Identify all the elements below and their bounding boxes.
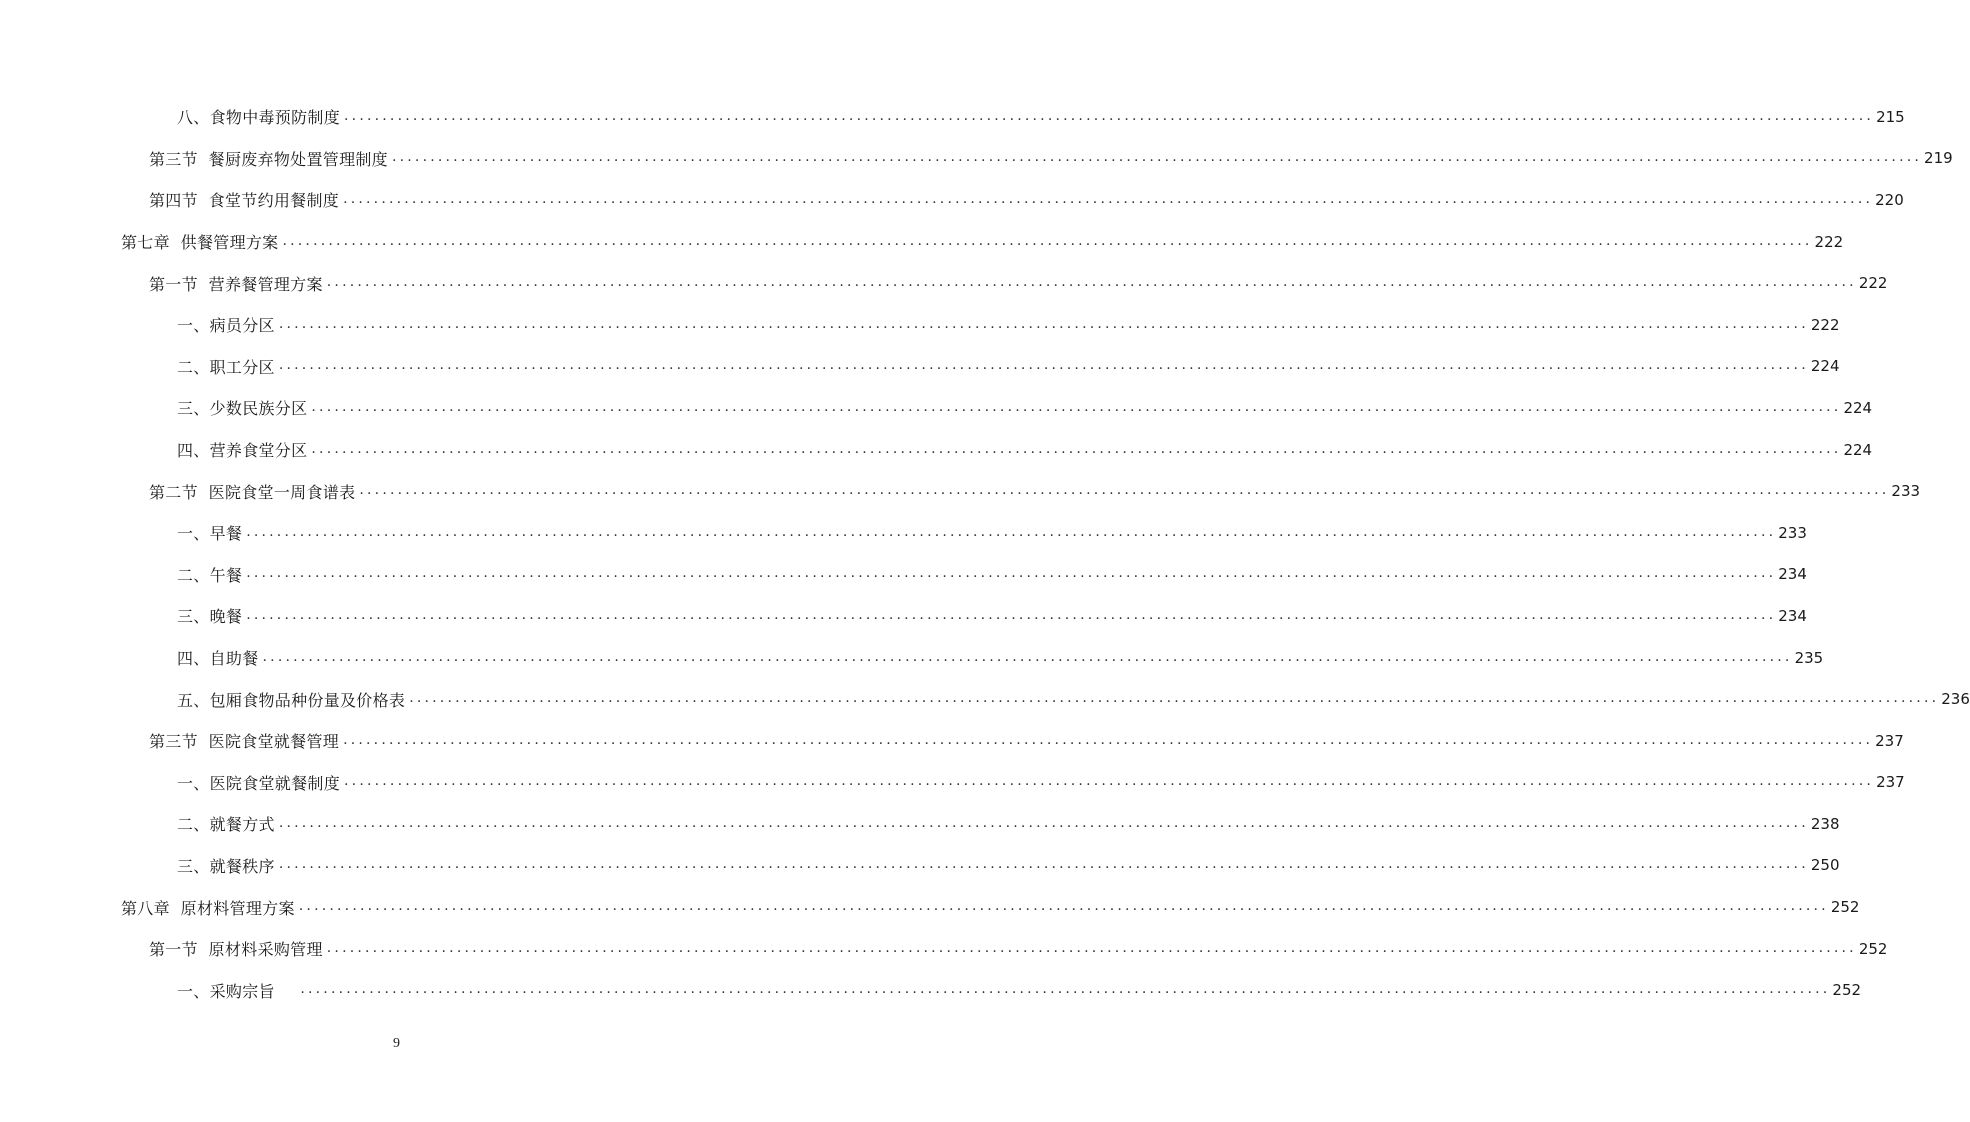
toc-entry[interactable] — [0, 969, 1862, 1011]
toc-entry-page: 252 — [1830, 898, 1860, 917]
toc-entry-title: 第二节 医院食堂一周食谱表 — [149, 482, 356, 502]
toc-entry-page: 222 — [1858, 274, 1888, 293]
toc-entry-title: 第一节 营养餐管理方案 — [149, 274, 323, 294]
toc-entry-title: 第三节 医院食堂就餐管理 — [149, 732, 340, 752]
toc-entry[interactable] — [0, 803, 1840, 845]
dot-leader: ........................................................................................................................................................................................................ — [343, 731, 1874, 748]
toc-entry-page: 233 — [1778, 523, 1807, 542]
dot-leader: ........................................................................................................................................................................................................ — [262, 648, 1793, 665]
toc-entry-page: 250 — [1810, 856, 1840, 875]
dot-leader: ........................................................................................................................................................................................................ — [298, 898, 1829, 915]
toc-entry[interactable] — [0, 554, 1807, 596]
toc-entry-page: 224 — [1843, 398, 1873, 417]
toc-entry-title: 二、职工分区 — [177, 357, 275, 377]
toc-entry-page: 222 — [1814, 232, 1844, 251]
toc-entry-page: 219 — [1924, 149, 1953, 168]
dot-leader: ........................................................................................................................................................................................................ — [246, 606, 1777, 623]
toc-entry-page: 252 — [1858, 939, 1888, 958]
toc-entry-page: 220 — [1875, 190, 1904, 209]
toc-entry-title: 八、食物中毒预防制度 — [177, 108, 341, 128]
dot-leader: ........................................................................................................................................................................................................ — [300, 981, 1831, 998]
toc-entry[interactable] — [0, 138, 1953, 180]
toc-entry-page: 252 — [1832, 981, 1862, 1000]
toc-entry-title: 二、就餐方式 — [177, 815, 275, 835]
toc-entry-title: 第八章 原材料管理方案 — [121, 898, 295, 918]
dot-leader: ........................................................................................................................................................................................................ — [246, 523, 1777, 540]
toc-entry-title: 一、采购宗旨 — [177, 981, 297, 1001]
table-of-contents — [0, 96, 1970, 1011]
toc-entry[interactable] — [0, 928, 1888, 970]
toc-entry[interactable] — [0, 387, 1873, 429]
toc-entry[interactable] — [0, 96, 1905, 138]
toc-entry-page: 234 — [1778, 606, 1807, 625]
toc-entry[interactable] — [0, 595, 1807, 637]
dot-leader: ........................................................................................................................................................................................................ — [326, 274, 1857, 291]
dot-leader: ........................................................................................................................................................................................................ — [344, 773, 1875, 790]
page-number: 9 — [393, 1036, 400, 1051]
toc-entry-title: 二、午餐 — [177, 565, 243, 585]
dot-leader: ........................................................................................................................................................................................................ — [278, 357, 1809, 374]
dot-leader: ........................................................................................................................................................................................................ — [344, 107, 1875, 124]
toc-entry-title: 第一节 原材料采购管理 — [149, 940, 323, 960]
dot-leader: ........................................................................................................................................................................................................ — [278, 814, 1809, 831]
toc-entry-title: 四、营养食堂分区 — [177, 441, 308, 461]
dot-leader: ........................................................................................................................................................................................................ — [409, 690, 1940, 707]
dot-leader: ........................................................................................................................................................................................................ — [278, 315, 1809, 332]
toc-entry-page: 237 — [1875, 731, 1904, 750]
dot-leader: ........................................................................................................................................................................................................ — [278, 856, 1809, 873]
toc-entry[interactable] — [0, 179, 1904, 221]
dot-leader: ........................................................................................................................................................................................................ — [359, 482, 1890, 499]
toc-entry-title: 一、医院食堂就餐制度 — [177, 773, 341, 793]
dot-leader: ........................................................................................................................................................................................................ — [311, 398, 1842, 415]
toc-entry[interactable] — [0, 762, 1905, 804]
toc-entry[interactable] — [0, 720, 1904, 762]
toc-entry-title: 一、早餐 — [177, 524, 243, 544]
toc-entry-page: 224 — [1843, 440, 1873, 459]
toc-entry-page: 236 — [1941, 690, 1970, 709]
toc-entry-page: 222 — [1810, 315, 1840, 334]
toc-entry-page: 234 — [1778, 565, 1807, 584]
toc-entry[interactable] — [0, 221, 1844, 263]
toc-entry[interactable] — [0, 262, 1888, 304]
dot-leader: ........................................................................................................................................................................................................ — [246, 565, 1777, 582]
toc-entry[interactable] — [0, 678, 1970, 720]
toc-entry[interactable] — [0, 637, 1824, 679]
toc-entry-page: 233 — [1891, 482, 1921, 501]
dot-leader: ........................................................................................................................................................................................................ — [326, 939, 1857, 956]
toc-entry[interactable] — [0, 346, 1840, 388]
toc-entry[interactable] — [0, 304, 1840, 346]
toc-entry[interactable] — [0, 512, 1807, 554]
dot-leader: ........................................................................................................................................................................................................ — [343, 190, 1874, 207]
dot-leader: ........................................................................................................................................................................................................ — [391, 149, 1923, 166]
toc-entry[interactable] — [0, 845, 1840, 887]
dot-leader: ........................................................................................................................................................................................................ — [311, 440, 1842, 457]
toc-entry-title: 五、包厢食物品种份量及价格表 — [177, 690, 406, 710]
toc-entry-page: 237 — [1876, 773, 1905, 792]
toc-entry-title: 四、自助餐 — [177, 649, 259, 669]
toc-entry[interactable] — [0, 886, 1860, 928]
toc-entry-title: 一、病员分区 — [177, 316, 275, 336]
toc-entry[interactable] — [0, 429, 1873, 471]
toc-entry-title: 第七章 供餐管理方案 — [121, 233, 279, 253]
toc-entry-title: 三、少数民族分区 — [177, 399, 308, 419]
toc-entry-title: 三、晚餐 — [177, 607, 243, 627]
toc-entry-page: 238 — [1810, 814, 1840, 833]
toc-entry-title: 三、就餐秩序 — [177, 856, 275, 876]
toc-entry-page: 215 — [1876, 107, 1905, 126]
toc-entry-page: 235 — [1794, 648, 1824, 667]
toc-entry-title: 第四节 食堂节约用餐制度 — [149, 191, 340, 211]
toc-entry[interactable] — [0, 470, 1921, 512]
toc-entry-page: 224 — [1810, 357, 1840, 376]
toc-entry-title: 第三节 餐厨废弃物处置管理制度 — [149, 149, 388, 169]
dot-leader: ........................................................................................................................................................................................................ — [282, 232, 1813, 249]
